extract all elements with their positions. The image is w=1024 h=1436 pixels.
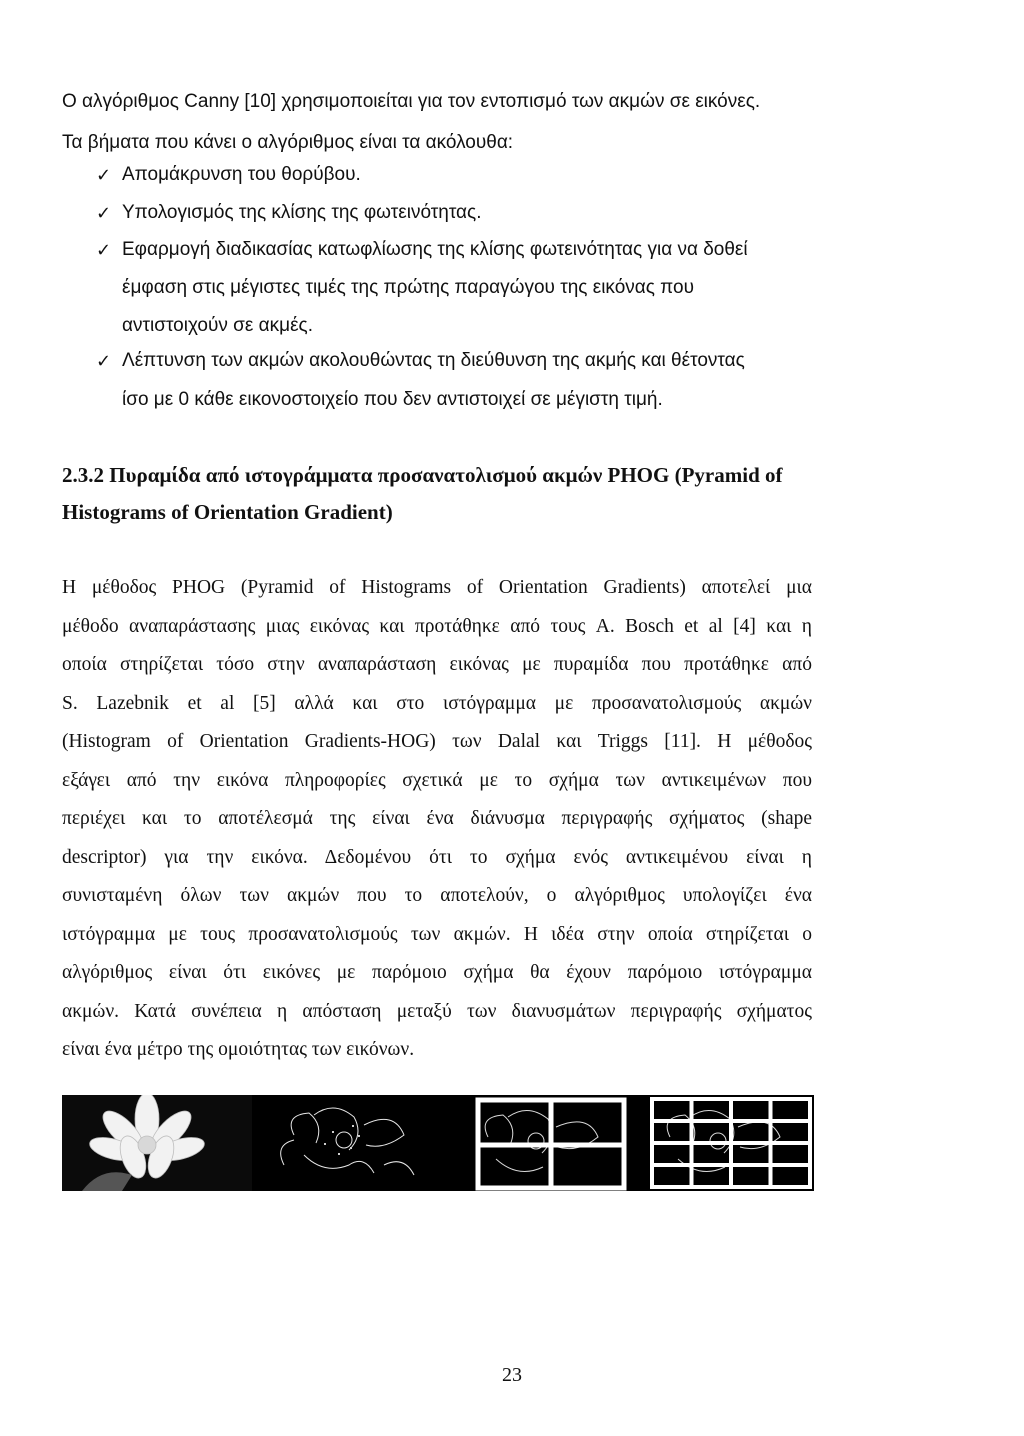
section-heading-line-2: Histograms of Orientation Gradient) bbox=[62, 500, 393, 524]
body-line: συνισταμένη όλων των ακμών που το αποτελούν, ο αλγόριθμος υπολογίζει ένα bbox=[62, 885, 812, 906]
intro-line-2: Τα βήματα που κάνει ο αλγόριθμος είναι τα ακόλουθα: bbox=[62, 132, 514, 153]
step-item-1: Απομάκρυνση του θορύβου. bbox=[122, 164, 361, 185]
flower-photo bbox=[62, 1095, 252, 1191]
body-line: οποία στηρίζεται τόσο στην αναπαράσταση εικόνας με πυραμίδα που προτάθηκε από bbox=[62, 654, 812, 675]
body-line: S. Lazebnik et al [5] αλλά και στο ιστόγραμμα με προσανατολισμούς ακμών bbox=[62, 692, 812, 714]
step-item-3-line-1: Εφαρμογή διαδικασίας κατωφλίωσης της κλίσης φωτεινότητας για να δοθεί bbox=[122, 239, 748, 260]
body-line: αλγόριθμος είναι ότι εικόνες με παρόμοιο σχήμα θα έχουν παρόμοιο ιστόγραμμα bbox=[62, 962, 812, 983]
section-heading-line-1: 2.3.2 Πυραμίδα από ιστογράμματα προσανατολισμού ακμών PHOG (Pyramid of bbox=[62, 463, 783, 487]
check-icon: ✓ bbox=[96, 165, 112, 185]
page-number: 23 bbox=[502, 1364, 522, 1386]
body-line: ακμών. Κατά συνέπεια η απόσταση μεταξύ των διανυσμάτων περιγραφής σχήματος bbox=[62, 1000, 812, 1022]
body-line: descriptor) για την εικόνα. Δεδομένου ότι το σχήμα ενός αντικειμένου είναι η bbox=[62, 846, 812, 868]
body-line: (Histogram of Orientation Gradients-HOG) των Dalal και Triggs [11]. Η μέθοδος bbox=[62, 731, 812, 752]
edge-map bbox=[254, 1095, 436, 1191]
body-line: περιέχει και το αποτέλεσμά της είναι ένα διάνυσμα περιγραφής σχήματος (shape bbox=[62, 808, 812, 829]
body-line: ιστόγραμμα με τους προσανατολισμούς των ακμών. Η ιδέα στην οποία στηρίζεται ο bbox=[62, 923, 812, 945]
step-item-4-line-1: Λέπτυνση των ακμών ακολουθώντας τη διεύθυνση της ακμής και θέτοντας bbox=[122, 350, 745, 371]
body-line: μέθοδο αναπαράστασης μιας εικόνας και προτάθηκε από τους A. Bosch et al [4] και η bbox=[62, 615, 812, 637]
phog-figure bbox=[62, 1095, 814, 1191]
step-item-3-line-3: αντιστοιχούν σε ακμές. bbox=[122, 315, 313, 336]
body-line: είναι ένα μέτρο της ομοιότητας των εικόνων. bbox=[62, 1039, 415, 1060]
body-paragraph bbox=[62, 569, 812, 1070]
check-icon: ✓ bbox=[96, 240, 112, 260]
edge-map-level2-grid bbox=[630, 1095, 814, 1191]
edge-map-level1-grid bbox=[438, 1095, 628, 1191]
intro-line-1: Ο αλγόριθμος Canny [10] χρησιμοποιείται για τον εντοπισμό των ακμών σε εικόνες. bbox=[62, 91, 761, 112]
body-line: εξάγει από την εικόνα πληροφορίες σχετικά με το σχήμα των αντικειμένων που bbox=[62, 769, 812, 791]
check-icon: ✓ bbox=[96, 203, 112, 223]
step-item-4-line-2: ίσο με 0 κάθε εικονοστοιχείο που δεν αντιστοιχεί σε μέγιστη τιμή. bbox=[122, 389, 663, 410]
step-item-2: Υπολογισμός της κλίσης της φωτεινότητας. bbox=[122, 202, 482, 223]
step-item-3-line-2: έμφαση στις μέγιστες τιμές της πρώτης παραγώγου της εικόνας που bbox=[122, 277, 694, 298]
body-line: Η μέθοδος PHOG (Pyramid of Histograms of Orientation Gradients) αποτελεί μια bbox=[62, 577, 812, 598]
check-icon: ✓ bbox=[96, 351, 112, 371]
